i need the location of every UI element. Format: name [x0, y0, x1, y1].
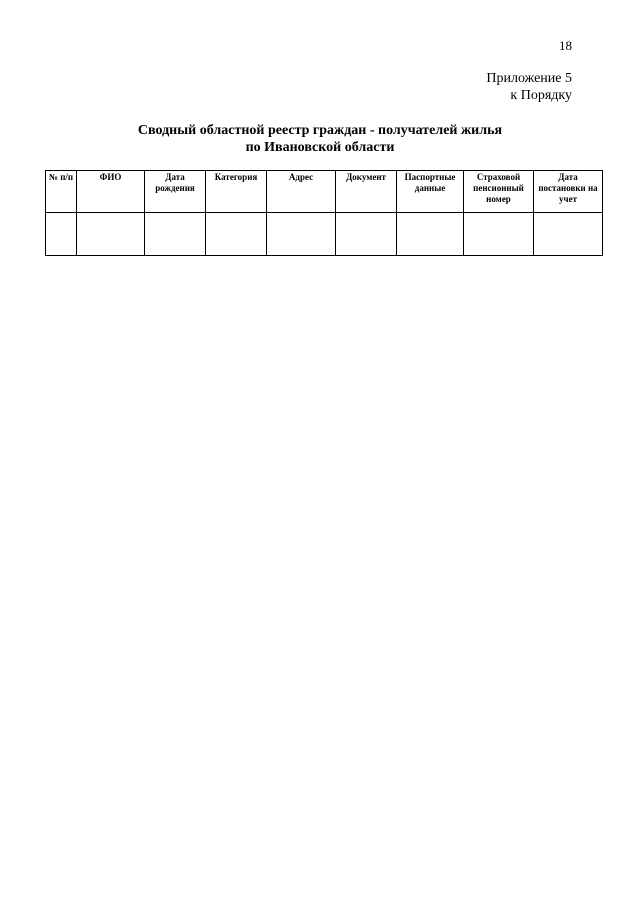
page-number: 18	[559, 38, 572, 53]
table-cell	[336, 213, 397, 256]
appendix-reference	[486, 70, 572, 104]
table-cell	[206, 213, 267, 256]
table-cell	[145, 213, 206, 256]
appendix-line-1: Приложение 5	[486, 71, 572, 86]
column-header-registration-date: Дата постановки на учет	[534, 171, 603, 213]
table-cell	[77, 213, 145, 256]
column-header-birth-date: Дата рождения	[145, 171, 206, 213]
table-cell	[464, 213, 534, 256]
column-header-pension-number: Страховой пенсионный номер	[464, 171, 534, 213]
table-header-row	[46, 171, 603, 213]
document-title-line-1: Сводный областной реестр граждан - получателей жилья	[137, 123, 503, 138]
column-header-category: Категория	[206, 171, 267, 213]
table-cell	[397, 213, 464, 256]
column-header-document: Документ	[336, 171, 397, 213]
column-header-full-name: ФИО	[77, 171, 145, 213]
registry-table	[45, 170, 603, 256]
document-title	[0, 122, 640, 156]
column-header-address: Адрес	[267, 171, 336, 213]
table-cell	[534, 213, 603, 256]
document-title-line-2: по Ивановской области	[245, 140, 395, 155]
table-row	[46, 213, 603, 256]
table-cell	[267, 213, 336, 256]
appendix-line-2: к Порядку	[510, 88, 572, 103]
table-cell	[46, 213, 77, 256]
column-header-number: № п/п	[46, 171, 77, 213]
column-header-passport-data: Паспортные данные	[397, 171, 464, 213]
